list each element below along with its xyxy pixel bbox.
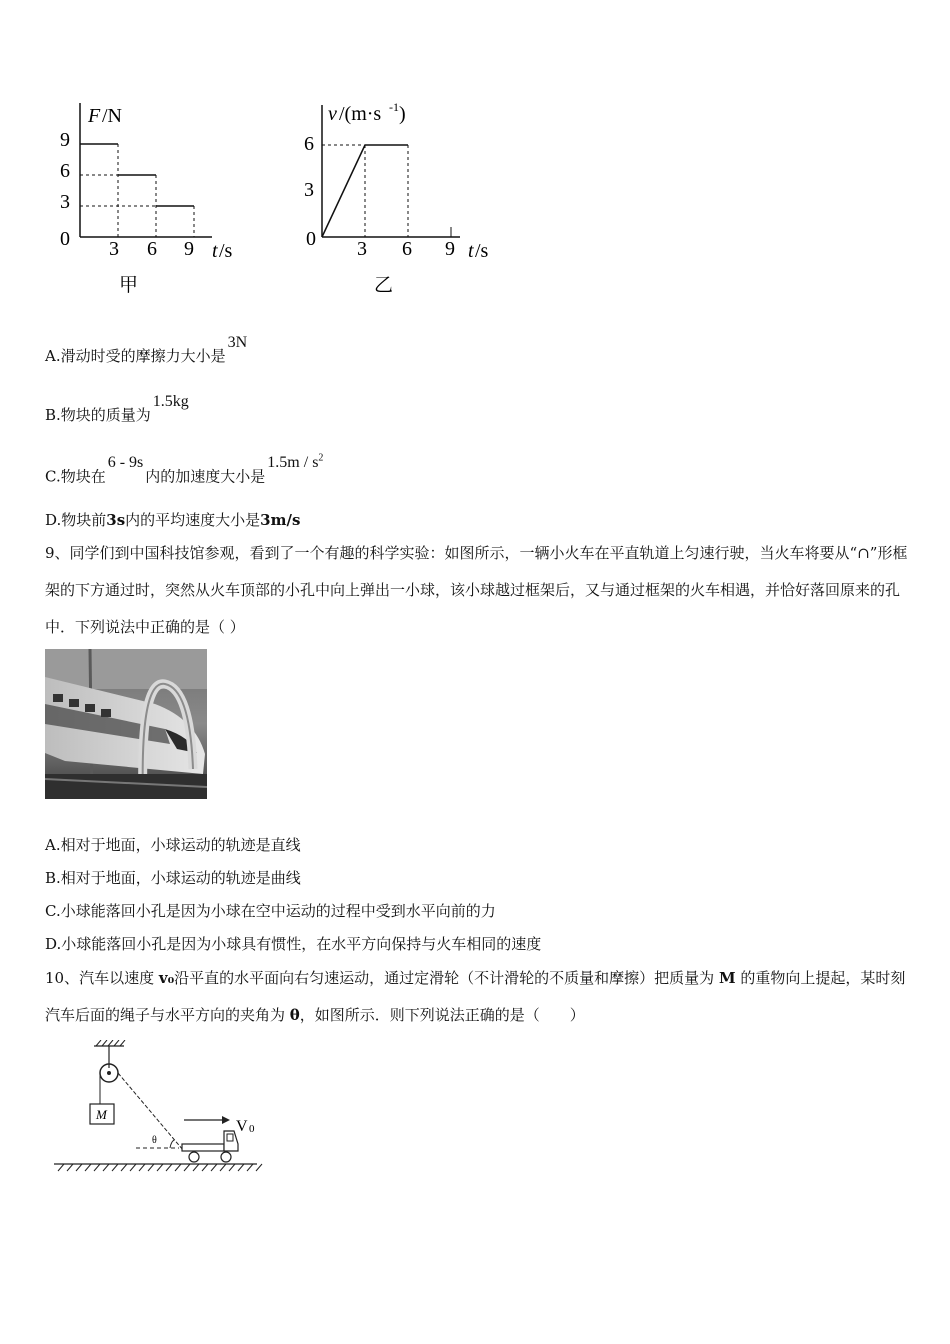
ground-hatch-mark — [103, 1164, 109, 1171]
velocity-line-segment — [322, 145, 365, 237]
x-tick-label: 6 — [402, 238, 412, 260]
x-tick-label: 3 — [357, 238, 367, 260]
ground-hatch-mark — [76, 1164, 82, 1171]
velocity-subscript: 0 — [249, 1123, 255, 1135]
q8-option-d — [45, 510, 300, 530]
stem-text: ，如图所示．则下列说法正确的是（ ） — [299, 1006, 585, 1024]
ground-hatch-mark — [229, 1164, 235, 1171]
pulley-car-diagram — [52, 1040, 272, 1175]
origin-label: 0 — [60, 228, 70, 250]
car-icon — [182, 1131, 238, 1162]
option-math — [267, 454, 323, 471]
velocity-label: V — [236, 1118, 248, 1135]
q9-stem: 9、同学们到中国科技馆参观，看到了一个有趣的科学实验：如图所示，一辆小火车在平直轨道上匀速行驶，当火车将要从“∩”形框架的下方通过时，突然从火车顶部的小孔中向上弹出一小球，该小球越过框架后，又与通过框架的火车相遇，并恰好落回原来的孔中．下列说法中正确的是（ ） — [45, 544, 908, 636]
y-axis-unit: /(m·s — [339, 103, 382, 125]
ground-hatch-mark — [166, 1164, 172, 1171]
y-tick-label: 6 — [304, 133, 314, 155]
stem-symbol: θ — [289, 1006, 300, 1024]
y-axis-label: F — [88, 105, 101, 127]
stem-text: 10、汽车以速度 — [45, 969, 159, 987]
option-math-sup: 2 — [318, 453, 324, 464]
option-text: C.物块在 — [45, 467, 106, 486]
origin-label: 0 — [306, 228, 316, 250]
ground-hatch-mark — [193, 1164, 199, 1171]
q8-option-a — [45, 334, 249, 367]
figure-caption: 乙 — [374, 275, 394, 296]
ground-hatch-mark — [220, 1164, 226, 1171]
y-axis-unit-exponent: -1 — [389, 100, 399, 114]
ground-hatch-mark — [67, 1164, 73, 1171]
option-text: 内的加速度大小是 — [145, 467, 266, 486]
option-text: 内的平均速度大小是 — [125, 511, 261, 529]
ground-hatch-mark — [256, 1164, 262, 1171]
x-axis-unit: /s — [475, 240, 489, 262]
x-axis-unit: /s — [219, 240, 233, 262]
stem-text: 沿平直的水平面向右匀速运动，通过定滑轮（不计滑轮的不质量和摩擦）把质量为 — [174, 969, 719, 987]
ground-hatch-mark — [184, 1164, 190, 1171]
q8-option-b — [45, 393, 191, 426]
ground-hatch-mark — [58, 1164, 64, 1171]
ground-hatch-mark — [211, 1164, 217, 1171]
y-axis-unit-close: ) — [399, 103, 406, 125]
y-tick-label: 6 — [60, 160, 70, 182]
force-time-graph — [50, 95, 250, 305]
q9-option-d: D.小球能落回小孔是因为小球具有惯性，在水平方向保持与火车相同的速度 — [45, 935, 542, 953]
mass-label: M — [96, 1107, 107, 1122]
option-text: B.物块的质量为 — [45, 406, 151, 424]
ground-hatch-mark — [247, 1164, 253, 1171]
q8-option-c — [45, 453, 325, 487]
x-axis-label: t — [212, 240, 218, 262]
ground-hatch-mark — [238, 1164, 244, 1171]
stem-symbol: M — [718, 969, 736, 987]
option-math-base: 1.5m / s — [267, 454, 319, 472]
x-tick-label: 3 — [109, 238, 119, 260]
y-axis-label: v — [328, 103, 337, 125]
y-tick-label: 3 — [60, 191, 70, 213]
ground-hatch-mark — [85, 1164, 91, 1171]
ground-hatch-mark — [175, 1164, 181, 1171]
q9-option-b: B.相对于地面，小球运动的轨迹是曲线 — [45, 869, 301, 887]
x-tick-label: 6 — [147, 238, 157, 260]
option-bold: 3m/s — [260, 511, 301, 529]
y-tick-label: 9 — [60, 129, 70, 151]
q10-stem — [45, 960, 915, 1034]
ground-hatch-mark — [202, 1164, 208, 1171]
ground-hatch-mark — [121, 1164, 127, 1171]
option-math: 3N — [227, 334, 248, 351]
figure-caption: 甲 — [119, 275, 139, 296]
ground-hatch-mark — [139, 1164, 145, 1171]
stem-symbol: v₀ — [158, 969, 175, 987]
y-axis-unit: /N — [102, 105, 122, 127]
angle-label: θ — [152, 1135, 157, 1146]
option-bold: 3s — [106, 511, 126, 529]
option-text: A.滑动时受的摩擦力大小是 — [45, 347, 226, 365]
y-tick-label: 3 — [304, 179, 314, 201]
option-math: 6 - 9s — [107, 454, 144, 472]
q9-option-c: C.小球能落回小孔是因为小球在空中运动的过程中受到水平向前的力 — [45, 902, 496, 920]
x-axis-label: t — [468, 240, 474, 262]
x-tick-label: 9 — [184, 238, 194, 260]
x-tick-label: 9 — [445, 238, 455, 260]
ground-hatch-mark — [157, 1164, 163, 1171]
ground-hatch-mark — [112, 1164, 118, 1171]
ground-hatch-mark — [148, 1164, 154, 1171]
ground-hatch-mark — [94, 1164, 100, 1171]
ground-hatch-mark — [130, 1164, 136, 1171]
stem-text: 的重物向上提起，某时刻汽车后面的绳子与水平方向的夹角为 — [45, 969, 906, 1024]
option-math: 1.5kg — [152, 393, 189, 410]
velocity-time-graph — [300, 95, 510, 305]
q9-option-a: A.相对于地面，小球运动的轨迹是直线 — [45, 836, 301, 854]
option-text: D.物块前 — [45, 511, 107, 529]
train-photo — [45, 649, 207, 799]
